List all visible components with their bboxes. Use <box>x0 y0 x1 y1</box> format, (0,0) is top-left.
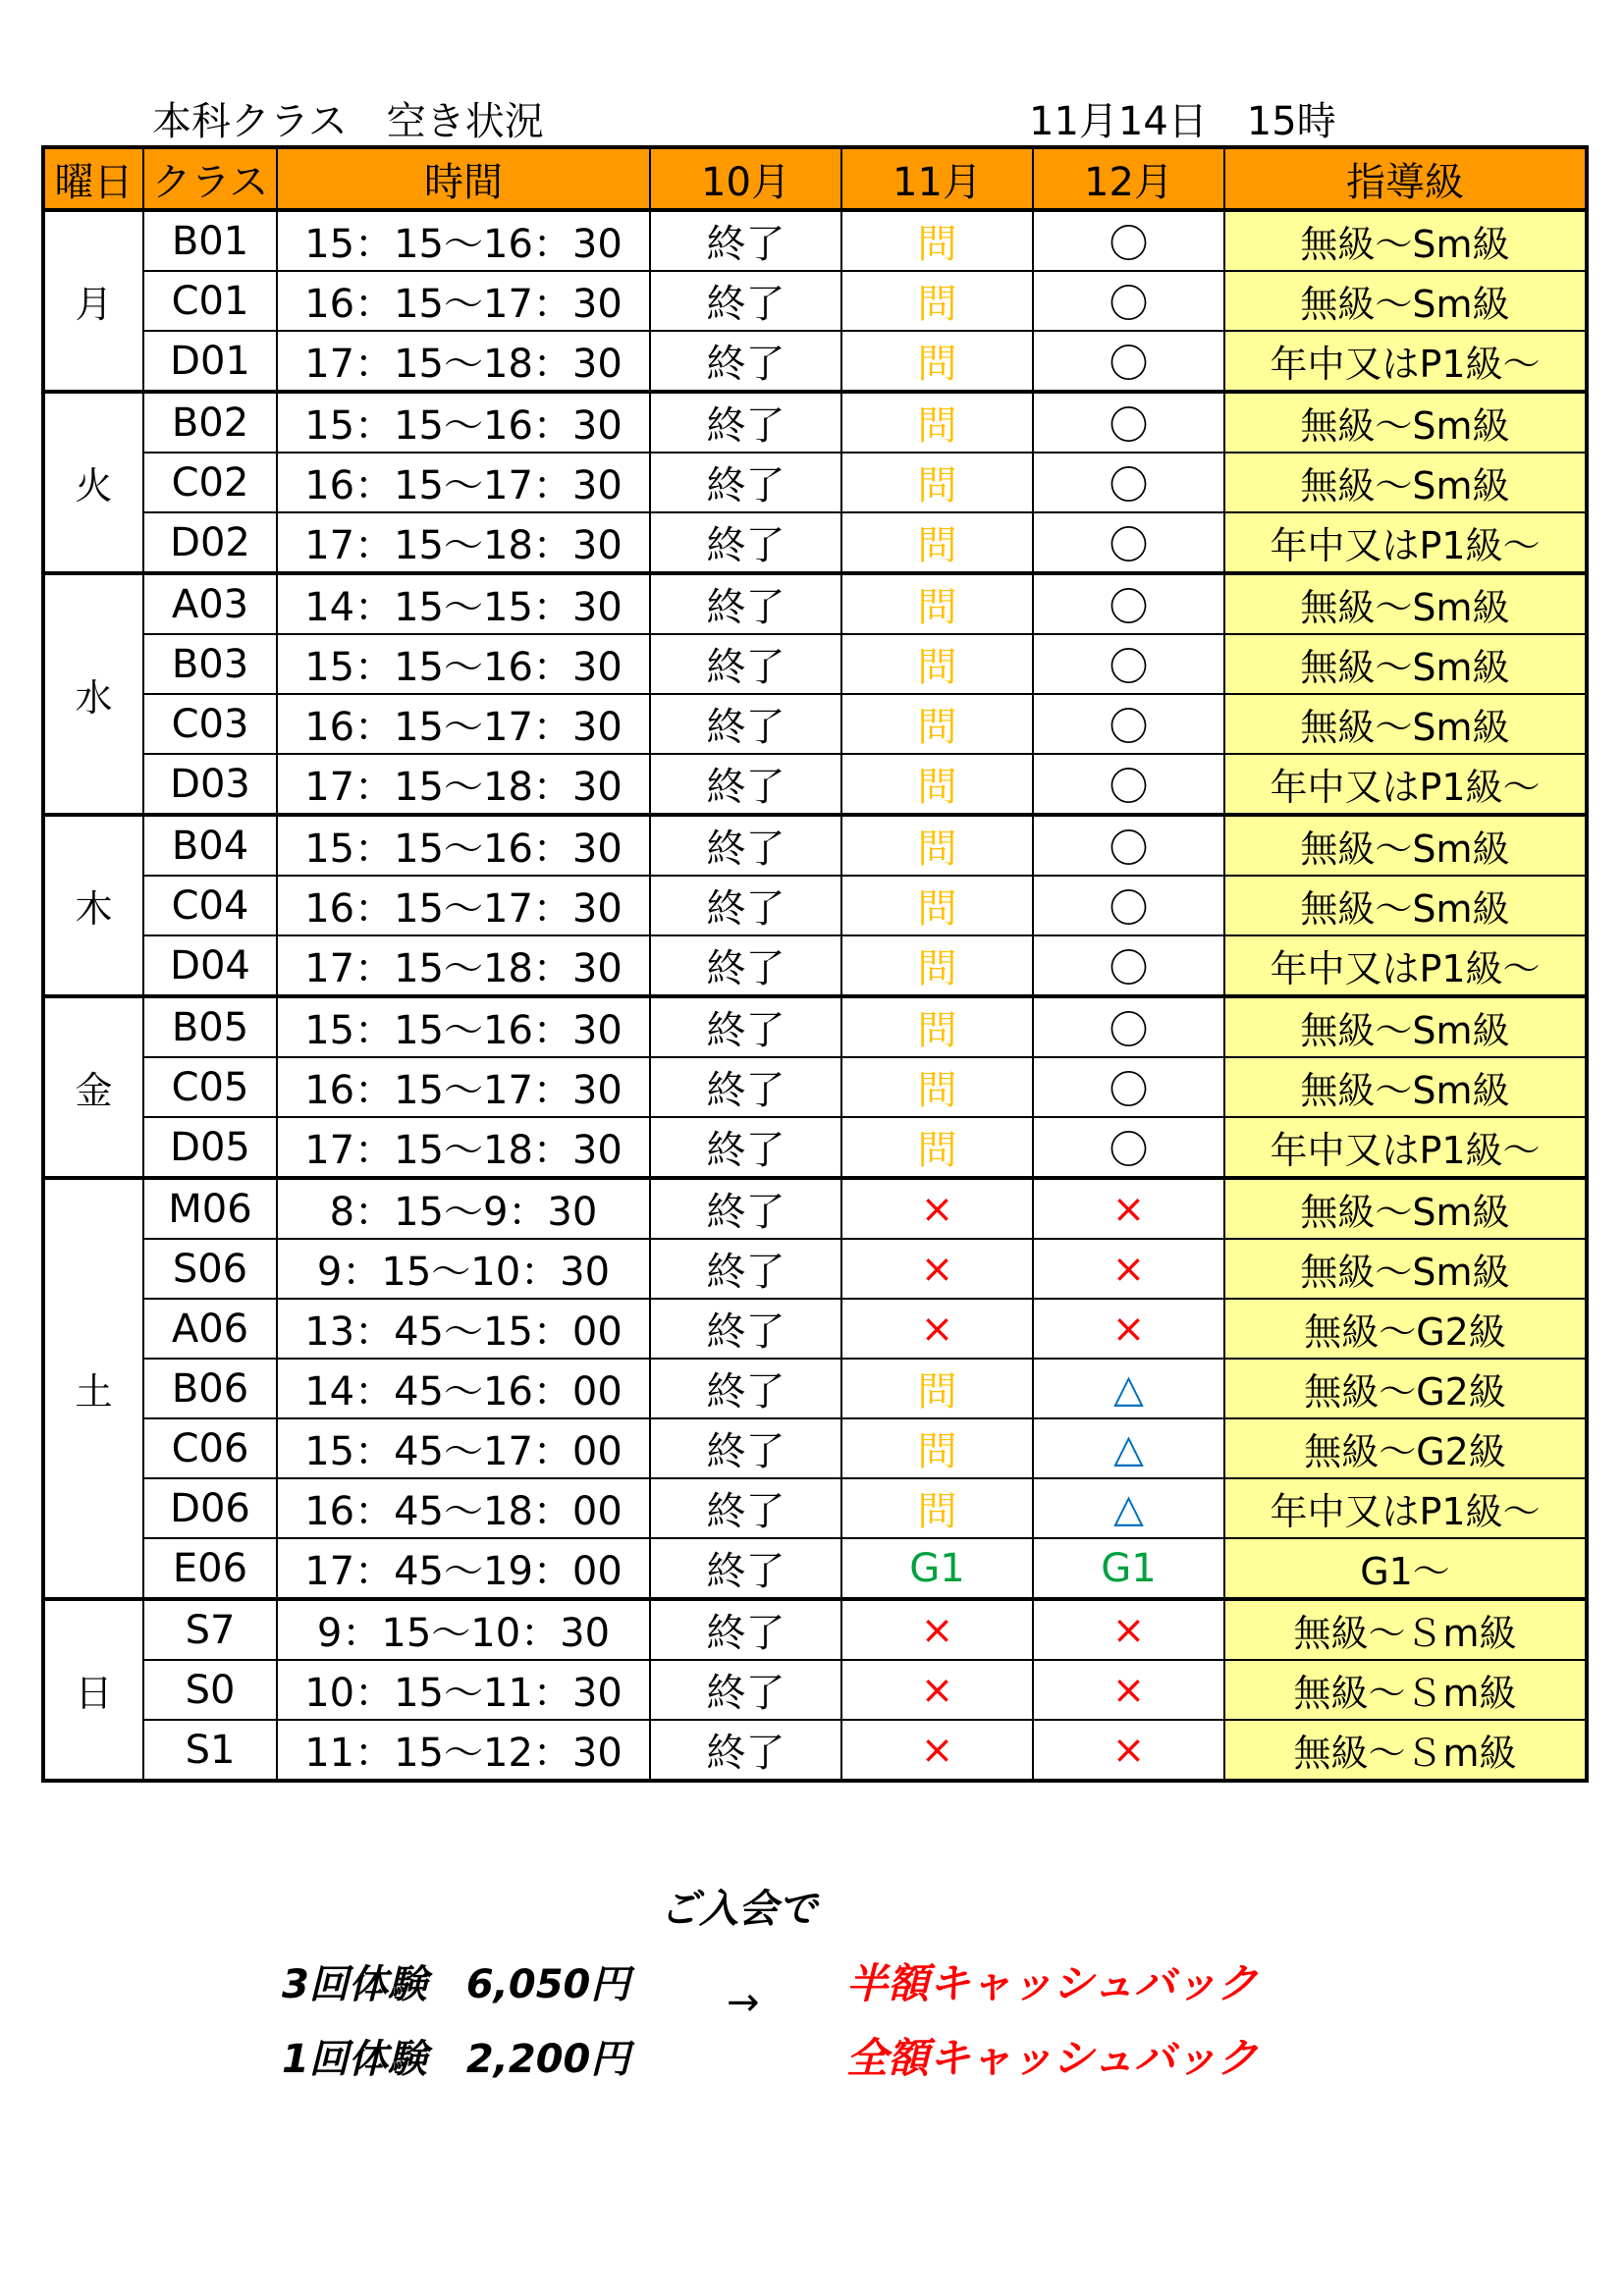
status-dec-cell: × <box>1033 1720 1224 1781</box>
time-cell: 13：45～15：00 <box>277 1299 650 1359</box>
level-cell: 無級～Sm級 <box>1224 694 1587 754</box>
time-cell: 8：15～9：30 <box>277 1178 650 1239</box>
day-cell: 金 <box>43 996 143 1178</box>
status-dec-cell: × <box>1033 1660 1224 1720</box>
day-cell: 日 <box>43 1599 143 1781</box>
status-oct-cell: 終了 <box>650 996 841 1057</box>
class-cell: C03 <box>143 694 277 754</box>
level-cell: 無級～Ｓm級 <box>1224 1660 1587 1720</box>
status-dec-cell: 〇 <box>1033 876 1224 935</box>
status-oct-cell: 終了 <box>650 935 841 996</box>
col-header-class: クラス <box>143 147 277 210</box>
table-row <box>43 876 1587 935</box>
time-cell: 14：15～15：30 <box>277 573 650 634</box>
time-cell: 15：15～16：30 <box>277 210 650 271</box>
class-cell: B02 <box>143 392 277 453</box>
level-cell: 無級～Sm級 <box>1224 1178 1587 1239</box>
status-oct-cell: 終了 <box>650 1660 841 1720</box>
time-cell: 16：15～17：30 <box>277 876 650 935</box>
table-row <box>43 1299 1587 1359</box>
status-oct-cell: 終了 <box>650 694 841 754</box>
table-row <box>43 1057 1587 1117</box>
status-nov-cell: 問 <box>841 1057 1033 1117</box>
table-row <box>43 1538 1587 1599</box>
table-row <box>43 453 1587 512</box>
status-oct-cell: 終了 <box>650 271 841 331</box>
status-nov-cell: 問 <box>841 935 1033 996</box>
level-cell: 無級～Sm級 <box>1224 815 1587 876</box>
status-nov-cell: 問 <box>841 512 1033 573</box>
table-row <box>43 935 1587 996</box>
col-header-day: 曜日 <box>43 147 143 210</box>
status-dec-cell: × <box>1033 1599 1224 1660</box>
status-nov-cell: 問 <box>841 210 1033 271</box>
status-nov-cell: 問 <box>841 1359 1033 1418</box>
status-nov-cell: × <box>841 1299 1033 1359</box>
status-oct-cell: 終了 <box>650 210 841 271</box>
page-title: 本科クラス 空き状況 <box>152 99 544 144</box>
level-cell: 無級～Sm級 <box>1224 1239 1587 1299</box>
time-cell: 14：45～16：00 <box>277 1359 650 1418</box>
status-oct-cell: 終了 <box>650 1538 841 1599</box>
status-oct-cell: 終了 <box>650 1057 841 1117</box>
time-cell: 15：45～17：00 <box>277 1418 650 1478</box>
status-oct-cell: 終了 <box>650 1239 841 1299</box>
status-nov-cell: × <box>841 1720 1033 1781</box>
level-cell: 無級～Sm級 <box>1224 996 1587 1057</box>
status-dec-cell: 〇 <box>1033 1057 1224 1117</box>
status-dec-cell: G1 <box>1033 1538 1224 1599</box>
status-oct-cell: 終了 <box>650 754 841 815</box>
level-cell: 無級～G2級 <box>1224 1418 1587 1478</box>
level-cell: 年中又はP1級～ <box>1224 331 1587 392</box>
level-cell: 無級～Sm級 <box>1224 876 1587 935</box>
status-nov-cell: 問 <box>841 634 1033 694</box>
time-cell: 10：15～11：30 <box>277 1660 650 1720</box>
level-cell: 無級～G2級 <box>1224 1359 1587 1418</box>
status-dec-cell: △ <box>1033 1359 1224 1418</box>
time-cell: 16：45～18：00 <box>277 1478 650 1538</box>
status-nov-cell: 問 <box>841 453 1033 512</box>
status-dec-cell: × <box>1033 1299 1224 1359</box>
class-cell: D03 <box>143 754 277 815</box>
table-row <box>43 815 1587 876</box>
class-cell: C06 <box>143 1418 277 1478</box>
class-cell: C02 <box>143 453 277 512</box>
promo-heading: ご入会で <box>660 1887 817 1932</box>
status-dec-cell: 〇 <box>1033 634 1224 694</box>
table-row <box>43 1359 1587 1418</box>
status-oct-cell: 終了 <box>650 573 841 634</box>
level-cell: 無級～Sm級 <box>1224 392 1587 453</box>
status-nov-cell: 問 <box>841 1418 1033 1478</box>
table-header-row <box>43 147 1587 210</box>
col-header-level: 指導級 <box>1224 147 1587 210</box>
status-dec-cell: 〇 <box>1033 935 1224 996</box>
time-cell: 17：45～19：00 <box>277 1538 650 1599</box>
time-cell: 17：15～18：30 <box>277 754 650 815</box>
class-cell: D01 <box>143 331 277 392</box>
status-nov-cell: × <box>841 1599 1033 1660</box>
class-cell: D05 <box>143 1117 277 1178</box>
status-oct-cell: 終了 <box>650 876 841 935</box>
status-dec-cell: 〇 <box>1033 210 1224 271</box>
status-nov-cell: 問 <box>841 694 1033 754</box>
class-cell: D02 <box>143 512 277 573</box>
class-cell: S06 <box>143 1239 277 1299</box>
status-nov-cell: × <box>841 1660 1033 1720</box>
status-oct-cell: 終了 <box>650 1599 841 1660</box>
status-dec-cell: 〇 <box>1033 694 1224 754</box>
time-cell: 15：15～16：30 <box>277 392 650 453</box>
time-cell: 15：15～16：30 <box>277 815 650 876</box>
day-cell: 月 <box>43 210 143 392</box>
class-cell: A06 <box>143 1299 277 1359</box>
table-row <box>43 694 1587 754</box>
status-dec-cell: 〇 <box>1033 573 1224 634</box>
class-cell: E06 <box>143 1538 277 1599</box>
status-nov-cell: × <box>841 1239 1033 1299</box>
class-cell: D06 <box>143 1478 277 1538</box>
promo-plan-3: 3回体験 6,050円 <box>282 1962 630 2007</box>
level-cell: 無級～Ｓm級 <box>1224 1720 1587 1781</box>
schedule-body <box>43 210 1587 1781</box>
status-dec-cell: 〇 <box>1033 1117 1224 1178</box>
day-cell: 水 <box>43 573 143 815</box>
class-cell: A03 <box>143 573 277 634</box>
status-nov-cell: 問 <box>841 815 1033 876</box>
class-cell: M06 <box>143 1178 277 1239</box>
status-dec-cell: 〇 <box>1033 331 1224 392</box>
class-cell: B04 <box>143 815 277 876</box>
level-cell: 年中又はP1級～ <box>1224 512 1587 573</box>
status-oct-cell: 終了 <box>650 1478 841 1538</box>
time-cell: 16：15～17：30 <box>277 271 650 331</box>
class-cell: C01 <box>143 271 277 331</box>
status-oct-cell: 終了 <box>650 453 841 512</box>
class-cell: B06 <box>143 1359 277 1418</box>
table-row <box>43 1117 1587 1178</box>
status-dec-cell: 〇 <box>1033 512 1224 573</box>
status-dec-cell: 〇 <box>1033 271 1224 331</box>
table-row <box>43 210 1587 271</box>
status-dec-cell: 〇 <box>1033 996 1224 1057</box>
table-row <box>43 1178 1587 1239</box>
status-oct-cell: 終了 <box>650 1418 841 1478</box>
status-nov-cell: 問 <box>841 331 1033 392</box>
promo-plan-1: 1回体験 2,200円 <box>282 2037 630 2082</box>
table-row <box>43 512 1587 573</box>
table-row <box>43 573 1587 634</box>
status-oct-cell: 終了 <box>650 1720 841 1781</box>
class-cell: D04 <box>143 935 277 996</box>
level-cell: 無級～Ｓm級 <box>1224 1599 1587 1660</box>
level-cell: 年中又はP1級～ <box>1224 935 1587 996</box>
level-cell: 年中又はP1級～ <box>1224 754 1587 815</box>
col-header-time: 時間 <box>277 147 650 210</box>
col-header-dec: 12月 <box>1033 147 1224 210</box>
status-nov-cell: 問 <box>841 271 1033 331</box>
status-nov-cell: 問 <box>841 754 1033 815</box>
table-row <box>43 1239 1587 1299</box>
time-cell: 17：15～18：30 <box>277 512 650 573</box>
level-cell: 無級～Sm級 <box>1224 573 1587 634</box>
table-row <box>43 1599 1587 1660</box>
table-row <box>43 331 1587 392</box>
schedule-table <box>41 145 1589 1783</box>
time-cell: 11：15～12：30 <box>277 1720 650 1781</box>
status-dec-cell: △ <box>1033 1418 1224 1478</box>
level-cell: 無級～Sm級 <box>1224 634 1587 694</box>
day-cell: 火 <box>43 392 143 573</box>
status-dec-cell: × <box>1033 1178 1224 1239</box>
status-nov-cell: 問 <box>841 876 1033 935</box>
time-cell: 17：15～18：30 <box>277 331 650 392</box>
promo-benefit-half: 半額キャッシュバック <box>846 1959 1259 2007</box>
class-cell: B03 <box>143 634 277 694</box>
level-cell: 年中又はP1級～ <box>1224 1478 1587 1538</box>
time-cell: 16：15～17：30 <box>277 694 650 754</box>
time-cell: 16：15～17：30 <box>277 1057 650 1117</box>
table-row <box>43 1660 1587 1720</box>
status-nov-cell: 問 <box>841 996 1033 1057</box>
col-header-nov: 11月 <box>841 147 1033 210</box>
status-nov-cell: 問 <box>841 573 1033 634</box>
class-cell: C04 <box>143 876 277 935</box>
status-dec-cell: 〇 <box>1033 392 1224 453</box>
status-oct-cell: 終了 <box>650 1299 841 1359</box>
status-dec-cell: 〇 <box>1033 453 1224 512</box>
status-oct-cell: 終了 <box>650 392 841 453</box>
level-cell: 無級～Sm級 <box>1224 1057 1587 1117</box>
status-oct-cell: 終了 <box>650 1117 841 1178</box>
status-oct-cell: 終了 <box>650 1178 841 1239</box>
table-row <box>43 1418 1587 1478</box>
time-cell: 15：15～16：30 <box>277 634 650 694</box>
table-row <box>43 1720 1587 1781</box>
class-cell: S0 <box>143 1660 277 1720</box>
day-cell: 木 <box>43 815 143 996</box>
table-row <box>43 634 1587 694</box>
promo-benefit-full: 全額キャッシュバック <box>846 2034 1259 2082</box>
time-cell: 9：15～10：30 <box>277 1599 650 1660</box>
status-nov-cell: G1 <box>841 1538 1033 1599</box>
table-row <box>43 996 1587 1057</box>
table-row <box>43 1478 1587 1538</box>
status-oct-cell: 終了 <box>650 1359 841 1418</box>
level-cell: 年中又はP1級～ <box>1224 1117 1587 1178</box>
class-cell: B05 <box>143 996 277 1057</box>
table-row <box>43 754 1587 815</box>
status-oct-cell: 終了 <box>650 512 841 573</box>
status-nov-cell: × <box>841 1178 1033 1239</box>
time-cell: 17：15～18：30 <box>277 935 650 996</box>
time-cell: 9：15～10：30 <box>277 1239 650 1299</box>
class-cell: S1 <box>143 1720 277 1781</box>
status-dec-cell: 〇 <box>1033 815 1224 876</box>
level-cell: 無級～Sm級 <box>1224 210 1587 271</box>
status-dec-cell: × <box>1033 1239 1224 1299</box>
level-cell: 無級～G2級 <box>1224 1299 1587 1359</box>
status-dec-cell: 〇 <box>1033 754 1224 815</box>
col-header-oct: 10月 <box>650 147 841 210</box>
status-oct-cell: 終了 <box>650 634 841 694</box>
time-cell: 15：15～16：30 <box>277 996 650 1057</box>
level-cell: G1～ <box>1224 1538 1587 1599</box>
class-cell: C05 <box>143 1057 277 1117</box>
time-cell: 16：15～17：30 <box>277 453 650 512</box>
table-row <box>43 271 1587 331</box>
status-dec-cell: △ <box>1033 1478 1224 1538</box>
level-cell: 無級～Sm級 <box>1224 453 1587 512</box>
promo-arrow: → <box>727 1980 760 2025</box>
update-datetime: 11月14日 15時 <box>1029 99 1336 144</box>
day-cell: 土 <box>43 1178 143 1599</box>
status-nov-cell: 問 <box>841 392 1033 453</box>
status-oct-cell: 終了 <box>650 331 841 392</box>
class-cell: S7 <box>143 1599 277 1660</box>
status-nov-cell: 問 <box>841 1117 1033 1178</box>
level-cell: 無級～Sm級 <box>1224 271 1587 331</box>
class-cell: B01 <box>143 210 277 271</box>
status-oct-cell: 終了 <box>650 815 841 876</box>
status-nov-cell: 問 <box>841 1478 1033 1538</box>
time-cell: 17：15～18：30 <box>277 1117 650 1178</box>
table-row <box>43 392 1587 453</box>
